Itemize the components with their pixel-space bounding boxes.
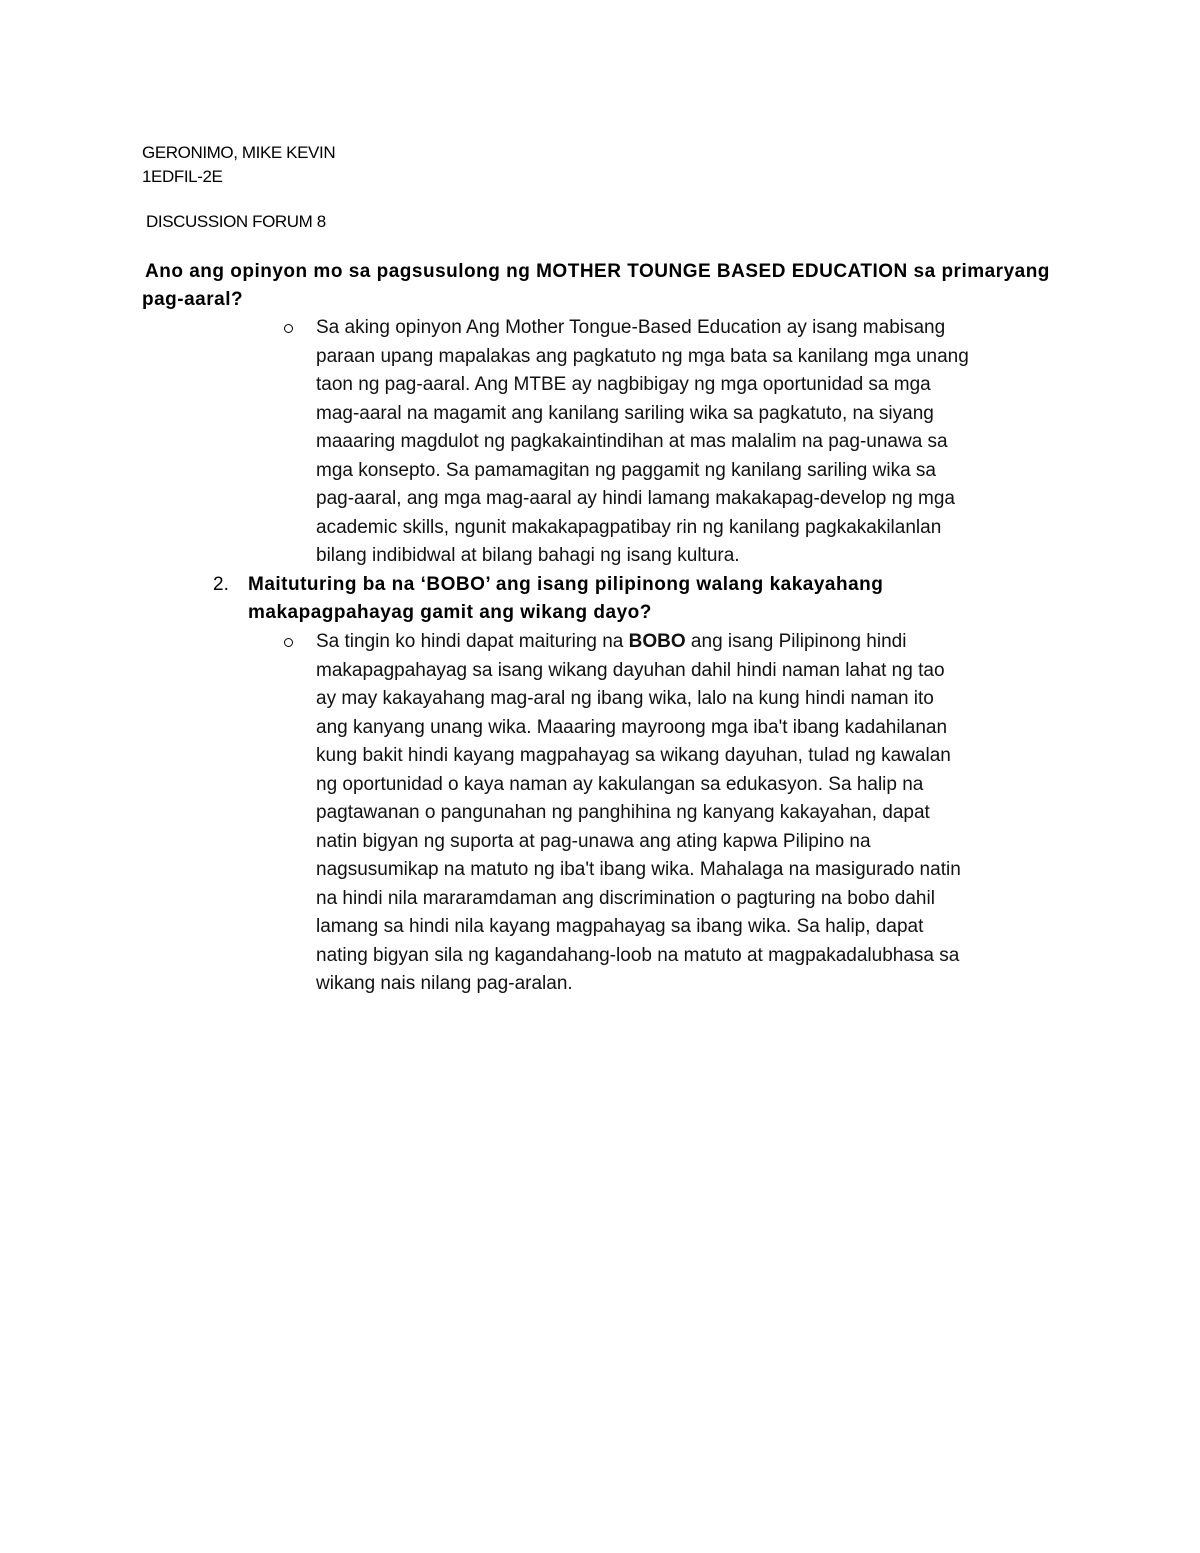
answer-1-line: taon ng pag-aaral. Ang MTBE ay nagbibigay ng mga oportunidad sa mga: [316, 374, 931, 395]
question-1: Ano ang opinyon mo sa pagsusulong ng MOTHER TOUNGE BASED EDUCATION sa primaryang pag-aaral?: [142, 261, 1050, 310]
answer-2-line: kung bakit hindi kayang magpahayag sa wikang dayuhan, tulad ng kawalan: [316, 745, 951, 766]
answer-1-line: mag-aaral na magamit ang kanilang sariling wika sa pagkatuto, na siyang: [316, 402, 934, 424]
answer-2-text: ang isang Pilipinong hindi: [685, 631, 907, 652]
answer-1-line: paraan upang mapalakas ang pagkatuto ng mga bata sa kanilang mga unang: [316, 345, 969, 367]
bullet-circle-icon: [284, 638, 293, 647]
answer-1: [316, 314, 1076, 571]
question-2-line: Maituturing ba na ‘BOBO’ ang isang pilipinong walang kakayahang: [248, 574, 884, 595]
answer-1-line: maaaring magdulot ng pagkakaintindihan at mas malalim na pag-unawa sa: [316, 431, 948, 452]
answer-2-line: wikang nais nilang pag-aralan.: [316, 973, 573, 994]
answer-1-line: bilang indibidwal at bilang bahagi ng isang kultura.: [316, 545, 740, 566]
forum-title: DISCUSSION FORUM 8: [146, 212, 326, 231]
answer-1-line: academic skills, ngunit makakapagpatibay rin ng kanilang pagkakakilanlan: [316, 516, 942, 538]
answer-2-line: na hindi nila mararamdaman ang discrimination o pagturing na bobo dahil: [316, 887, 935, 909]
answer-2-line: ay may kakayahang mag-aral ng ibang wika, lalo na kung hindi naman ito: [316, 688, 934, 709]
answer-2-line: nagsusumikap na matuto ng iba't ibang wika. Mahalaga na masigurado natin: [316, 859, 961, 880]
answer-2: [316, 628, 1076, 999]
answer-1-line: pag-aaral, ang mga mag-aaral ay hindi lamang makakapag-develop ng mga: [316, 488, 955, 509]
question-2-line: makapagpahayag gamit ang wikang dayo?: [248, 602, 652, 623]
bullet-circle-icon: [284, 324, 293, 333]
answer-2-line: makapagpahayag sa isang wikang dayuhan dahil hindi naman lahat ng tao: [316, 659, 945, 681]
student-name: GERONIMO, MIKE KEVIN: [142, 143, 336, 162]
answer-2-text: Sa tingin ko hindi dapat maituring na: [316, 631, 629, 652]
question-2-number: 2.: [213, 574, 229, 595]
answer-1-line: Sa aking opinyon Ang Mother Tongue-Based Education ay isang mabisang: [316, 317, 946, 338]
answer-2-line: ng oportunidad o kaya naman ay kakulangan sa edukasyon. Sa halip na: [316, 773, 924, 795]
answer-2-line: lamang sa hindi nila kayang magpahayag sa ibang wika. Sa halip, dapat: [316, 916, 924, 937]
answer-1-line: mga konsepto. Sa pamamagitan ng paggamit ng kanilang sariling wika sa: [316, 459, 936, 481]
answer-2-first-line: [316, 628, 1076, 657]
section-code: 1EDFIL-2E: [142, 167, 223, 186]
answer-2-line: nating bigyan sila ng kagandahang-loob na matuto at magpakadalubhasa sa: [316, 944, 960, 966]
question-2: [248, 571, 1048, 627]
answer-2-line: pagtawanan o pangunahan ng panghihina ng kanyang kakayahan, dapat: [316, 802, 930, 823]
answer-2-bold-word: BOBO: [628, 631, 686, 652]
answer-2-line: natin bigyan ng suporta at pag-unawa ang ating kapwa Pilipino na: [316, 830, 871, 852]
answer-2-line: ang kanyang unang wika. Maaaring mayroong mga iba't ibang kadahilanan: [316, 716, 948, 738]
